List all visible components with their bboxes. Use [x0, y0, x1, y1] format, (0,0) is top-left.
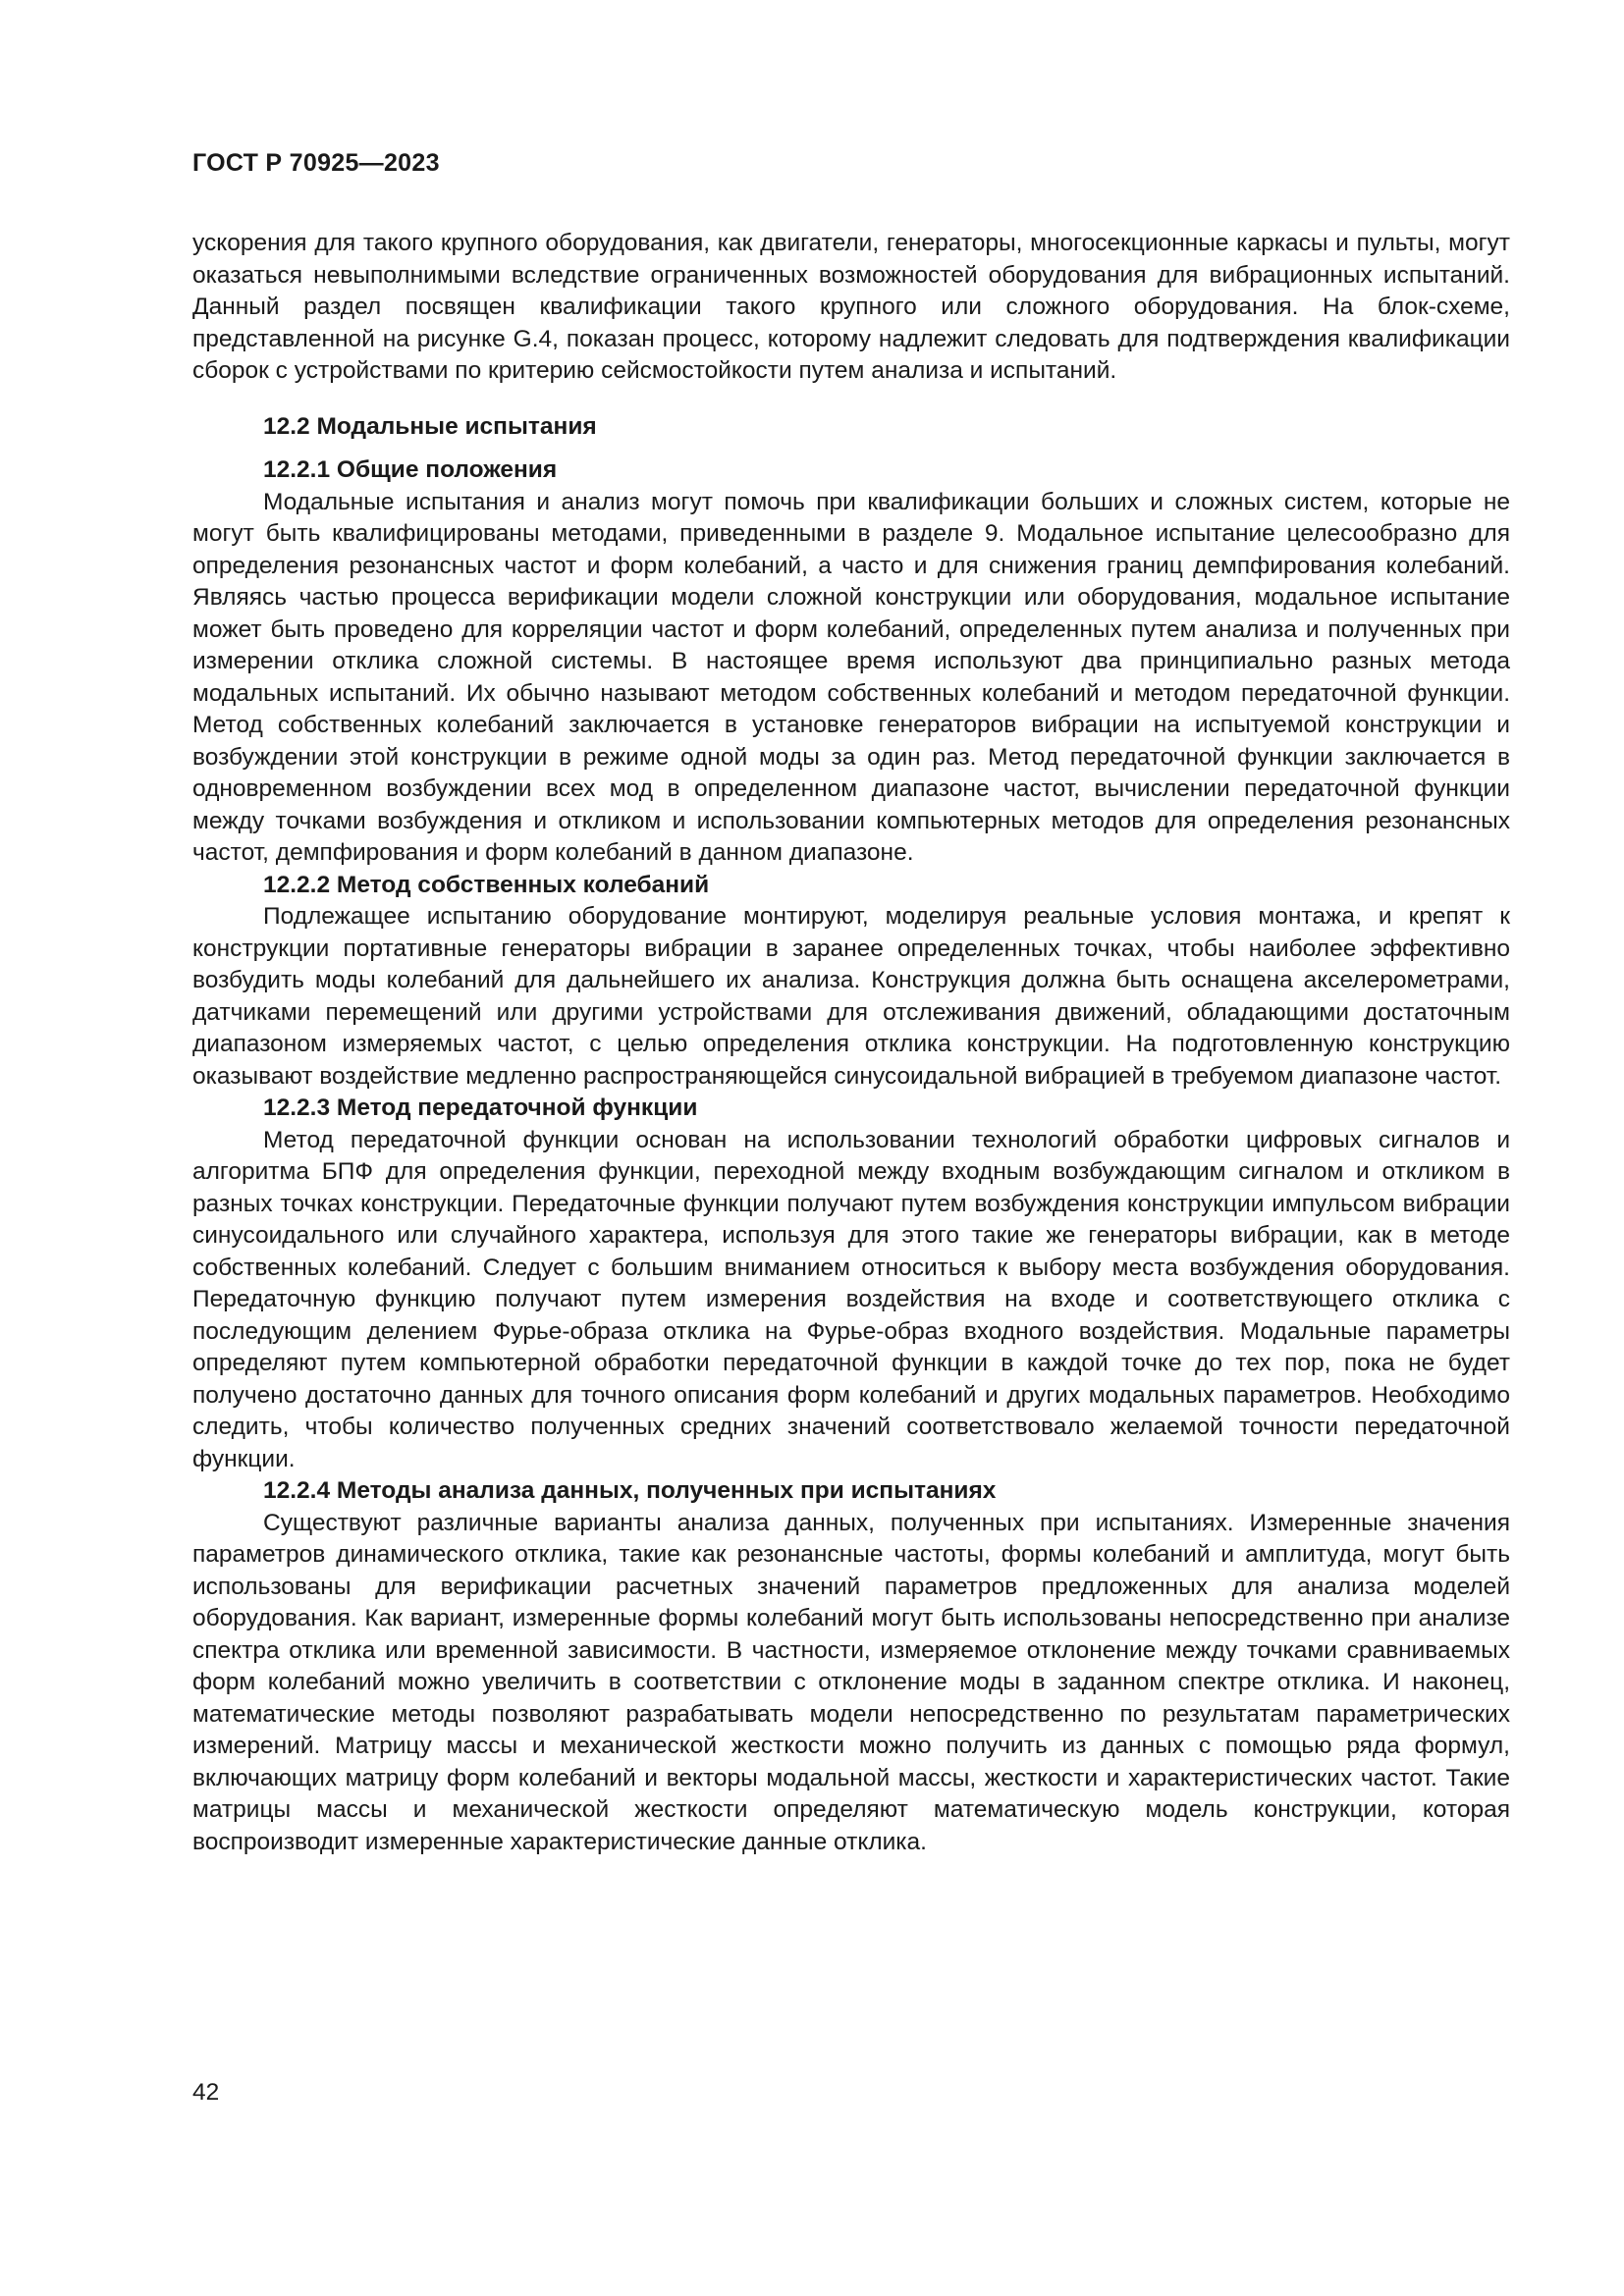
- intro-paragraph: ускорения для такого крупного оборудования, как двигатели, генераторы, многосекционные каркасы и пульты, могут оказаться невыполнимыми вследствие ограниченных возможностей оборудования для вибрационных испытаний. Данный раздел посвящен квалификации такого крупного или сложного оборудования. На блок-схеме, представленной на рисунке G.4, показан процесс, которому надлежит следовать для подтверждения квалификации сборок с устройствами по критерию сейсмостойкости путем анализа и испытаний.: [192, 230, 1510, 384]
- section-heading-12-2-2: 12.2.2 Метод собственных колебаний: [263, 871, 710, 898]
- paragraph-12-2-4: Существуют различные варианты анализа данных, полученных при испытаниях. Измеренные значения параметров динамического отклика, такие как резонансные частоты, формы колебаний и амплитуда, могут быть использованы для верификации расчетных значений параметров предложенных для анализа моделей оборудования. Как вариант, измеренные формы колебаний могут быть использованы непосредственно при анализе спектра отклика или временной зависимости. В частности, измеряемое отклонение между точками сравниваемых форм колебаний можно увеличить в соответствии с отклонение моды в заданном спектре отклика. И наконец, математические методы позволяют разрабатывать модели непосредственно по результатам параметрических измерений. Матрицу массы и механической жесткости можно получить из данных с помощью ряда формул, включающих матрицу форм колебаний и векторы модальной массы, жесткости и характеристических частот. Такие матрицы массы и механической жесткости определяют математическую модель конструкции, которая воспроизводит измеренные характеристические данные отклика.: [192, 1509, 1510, 1855]
- section-heading-12-2: 12.2 Модальные испытания: [263, 412, 597, 440]
- document-header: ГОСТ Р 70925—2023: [192, 149, 440, 177]
- document-body: [192, 228, 1510, 1858]
- paragraph-12-2-1: Модальные испытания и анализ могут помочь при квалификации больших и сложных систем, которые не могут быть квалифицированы методами, приведенными в разделе 9. Модальное испытание целесообразно для определения резонансных частот и форм колебаний, а часто и для снижения границ демпфирования колебаний. Являясь частью процесса верификации модели сложной конструкции или оборудования, модальное испытание может быть проведено для корреляции частот и форм колебаний, определенных путем анализа и полученных при измерении отклика сложной системы. В настоящее время используют два принципиально разных метода модальных испытаний. Их обычно называют методом собственных колебаний и методом передаточной функции. Метод собственных колебаний заключается в установке генераторов вибрации на испытуемой конструкции и возбуждении этой конструкции в режиме одной моды за один раз. Метод передаточной функции заключается в одновременном возбуждении всех мод в определенном диапазоне частот, вычислении передаточной функции между точками возбуждения и откликом и использовании компьютерных методов для определения резонансных частот, демпфирования и форм колебаний в данном диапазоне.: [192, 488, 1510, 866]
- section-heading-12-2-3: 12.2.3 Метод передаточной функции: [263, 1095, 698, 1121]
- page-number: 42: [192, 2079, 220, 2106]
- section-heading-12-2-4: 12.2.4 Методы анализа данных, полученных при испытаниях: [263, 1477, 997, 1504]
- paragraph-12-2-2: Подлежащее испытанию оборудование монтируют, моделируя реальные условия монтажа, и крепят к конструкции портативные генераторы вибрации в заранее определенных точках, чтобы наиболее эффективно возбудить моды колебаний для дальнейшего их анализа. Конструкция должна быть оснащена акселерометрами, датчиками перемещений или другими устройствами для отслеживания движений, обладающими достаточным диапазоном измеряемых частот, с целью определения отклика конструкции. На подготовленную конструкцию оказывают воздействие медленно распространяющейся синусоидальной вибрацией в требуемом диапазоне частот.: [192, 903, 1510, 1090]
- section-heading-12-2-1: 12.2.1 Общие положения: [263, 456, 558, 483]
- paragraph-12-2-3: Метод передаточной функции основан на использовании технологий обработки цифровых сигналов и алгоритма БПФ для определения функции, переходной между входным возбуждающим сигналом и откликом в разных точках конструкции. Передаточные функции получают путем возбуждения конструкции импульсом вибрации синусоидального или случайного характера, используя для этого такие же генераторы вибрации, как в методе собственных колебаний. Следует с большим вниманием относиться к выбору места возбуждения оборудования. Передаточную функцию получают путем измерения воздействия на входе и соответствующего отклика с последующим делением Фурье-образа отклика на Фурье-образ входного воздействия. Модальные параметры определяют путем компьютерной обработки передаточной функции в каждой точке до тех пор, пока не будет получено достаточно данных для точного описания форм колебаний и других модальных параметров. Необходимо следить, чтобы количество полученных средних значений соответствовало желаемой точности передаточной функции.: [192, 1126, 1510, 1472]
